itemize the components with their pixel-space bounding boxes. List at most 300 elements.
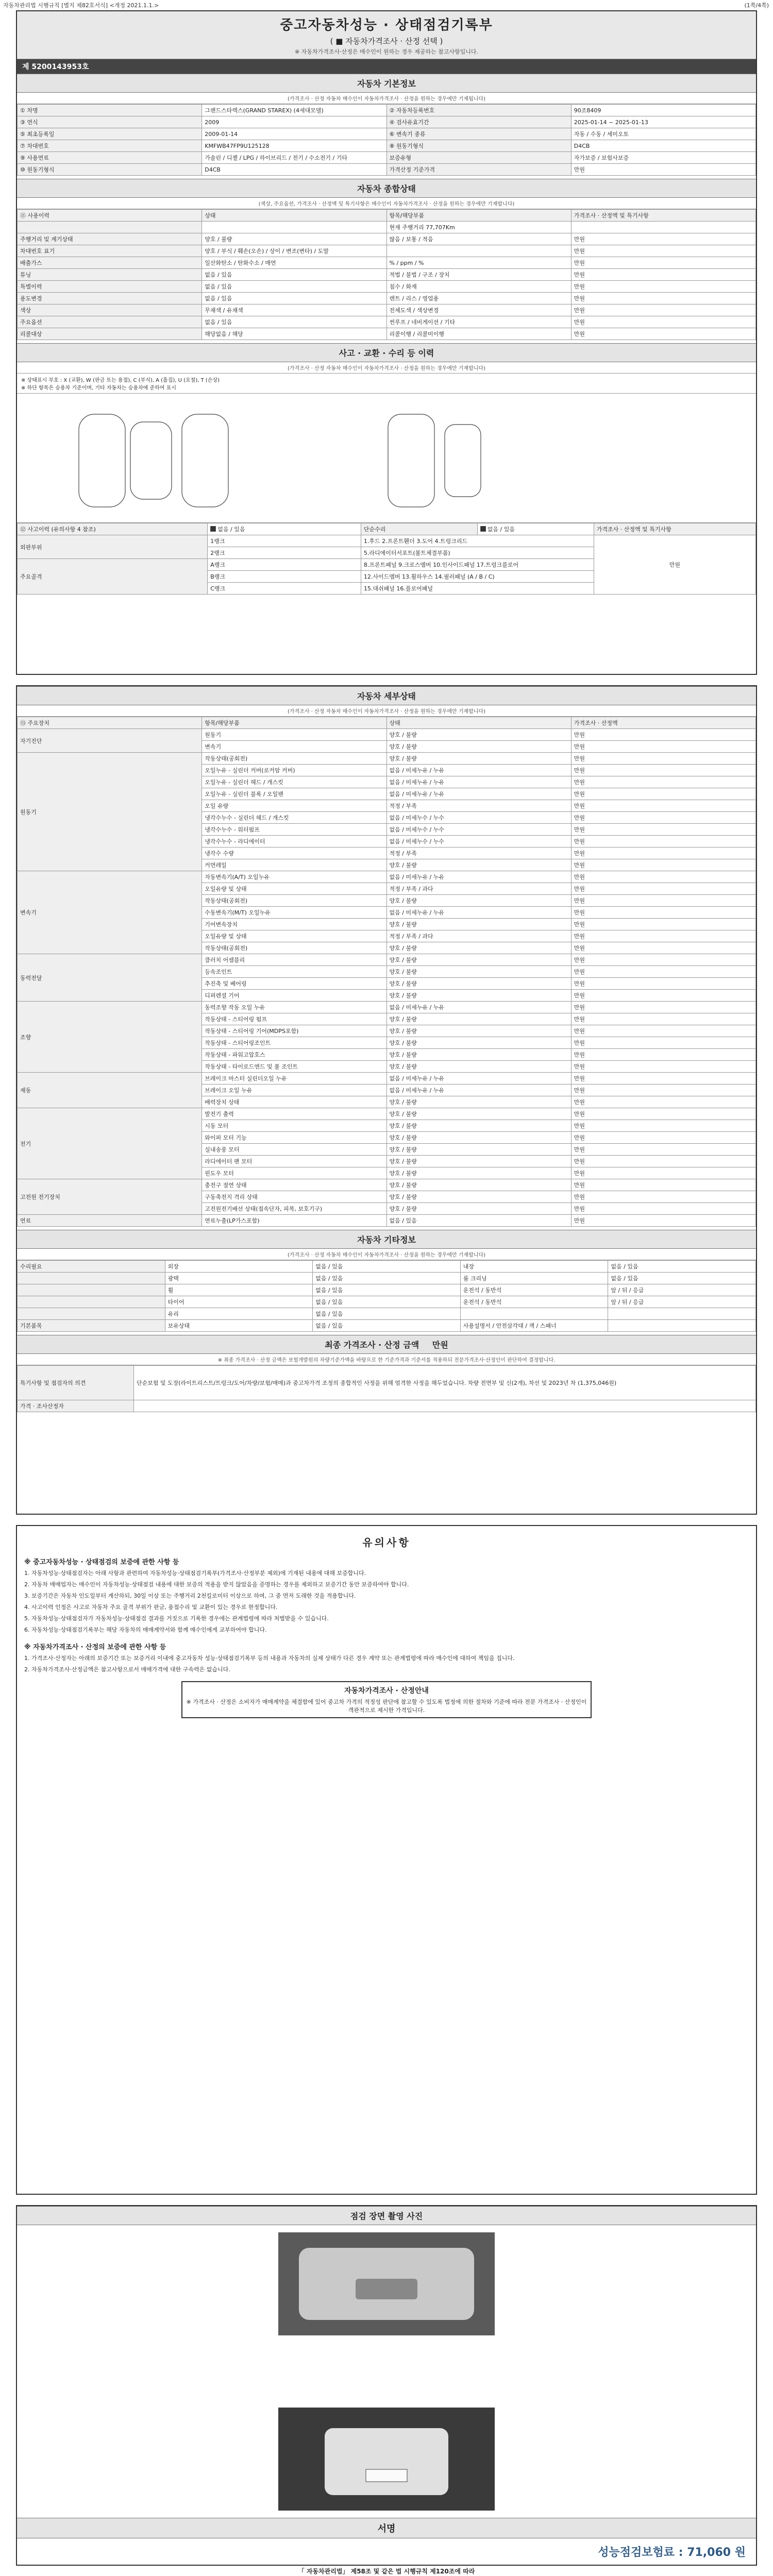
inspection-photo-1 [278,2232,495,2402]
page-2 [16,685,757,1515]
table-value-cell: KMFWB47FP9U125128 [202,140,386,152]
top-bar [0,0,773,8]
table-value-cell: 고전원전기배선 상태(접속단자, 피복, 보호기구) [202,1203,386,1215]
table-value-cell: 윈도우 모터 [202,1167,386,1179]
other-table [17,1260,756,1332]
other-row [18,1284,756,1296]
table-value-cell: 배력장치 상태 [202,1096,386,1108]
special-label: 특기사항 및 점검자의 의견 [18,1366,134,1400]
basic-info-row [18,152,756,164]
table-value-cell: 가솔린 / 디젤 / LPG / 하이브리드 / 전기 / 수소전기 / 기타 [202,152,386,164]
table-value-cell: 양호 / 불량 [202,233,386,245]
rank2-label: 2랭크 [208,547,361,559]
detail-row [18,954,756,966]
notice-paragraph: 2. 자동차가격조사·산정금액은 참고사항으로서 매매가격에 대한 구속력은 없습니다. [24,1666,230,1673]
detail-group-label: 동력전달 [18,954,202,1002]
table-value-cell: 만원 [571,1179,755,1191]
table-value-cell: 클러치 어셈블리 [202,954,386,966]
table-value-cell: 작동상태 - 스티어링 펌프 [202,1013,386,1025]
table-value-cell: 만원 [571,245,755,257]
summary-row [18,281,756,293]
table-value-cell: 적법 / 불법 / 구조 / 장치 [386,269,571,281]
table-value-cell: 양호 / 불량 [386,1120,571,1132]
table-value-cell: 리콜이행 / 리콜미이행 [386,328,571,340]
table-value-cell: 시동 모터 [202,1120,386,1132]
car-diagram [17,394,756,522]
table-value-cell: 없음 / 있음 [202,269,386,281]
table-value-cell [608,1320,756,1332]
table-value-cell: 발전기 출력 [202,1108,386,1120]
basic-info-row [18,116,756,128]
accident-heading: 사고 · 교환 · 수리 등 이력 [17,343,756,362]
table-value-cell: 양호 / 불량 [386,859,571,871]
table-value-cell: 라디에이터 팬 모터 [202,1156,386,1167]
summary-row [18,293,756,304]
table-value-cell: 양호 / 불량 [386,1049,571,1061]
notice-paragraph: 6. 자동차성능·상태점검기록부는 해당 자동차의 매매계약서와 함께 매수인에게 교부하여야 합니다. [24,1626,267,1633]
other-note: (가격조사 · 산정 자동차 매수인이 자동차가격조사 · 산정을 원하는 경우에만 기재합니다) [17,1249,756,1260]
table-value-cell: 일산화탄소 / 탄화수소 / 매연 [202,257,386,269]
detail-row [18,1002,756,1013]
other-row [18,1261,756,1273]
table-value-cell: 양호 / 불량 [386,1167,571,1179]
insurance-fee-value: 71,060 원 [687,2546,746,2559]
table-value-cell: 브레이크 마스터 실린더오일 누유 [202,1073,386,1084]
table-value-cell: 만원 [571,871,755,883]
table-value-cell: 만원 [571,1037,755,1049]
table-value-cell: 없음 / 있음 [313,1261,461,1273]
accident-history-label: ⑫ 사고이력 (유의사항 4 참조) [18,523,208,535]
table-label-cell [18,1273,165,1284]
rankB-label: B랭크 [208,571,361,583]
basic-info-row [18,164,756,176]
table-value-cell: 만원 [571,1013,755,1025]
rankC-label: C랭크 [208,583,361,595]
table-value-cell: 자가보증 / 보험사보증 [571,152,755,164]
table-label-cell: 항목/해당부품 [202,717,386,729]
notice-paragraph: 1. 가격조사·산정자는 아래의 보증기간 또는 보증거리 이내에 중고자동차 성능·상태점검기록부 등의 내용과 자동차의 실제 상태가 다른 경우 계약 또는 관계법령에 따라 매수인에 대하여 책임을 집니다. [24,1655,515,1662]
detail-row [18,729,756,741]
table-value-cell: 작동상태(공회전) [202,895,386,907]
table-value-cell: 광택 [165,1273,313,1284]
table-value-cell: 양호 / 불량 [386,1025,571,1037]
summary-row [18,269,756,281]
detail-group-label: 자기진단 [18,729,202,753]
rank1-items: 1.후드 2.프론트휀더 3.도어 4.트렁크리드 [361,535,594,547]
table-value-cell: 커먼레일 [202,859,386,871]
table-value-cell: 없음 / 있음 [313,1284,461,1296]
table-value-cell: 디퍼렌셜 기어 [202,990,386,1002]
table-label-cell: 튜닝 [18,269,202,281]
table-value-cell: 없음 / 미세누유 / 누유 [386,1084,571,1096]
table-value-cell: 냉각수누수 - 실린더 헤드 / 개스킷 [202,812,386,824]
table-value-cell: 만원 [571,729,755,741]
table-value-cell: 보유상태 [165,1320,313,1332]
mileage-row [18,222,756,233]
table-value-cell: 변속기 [202,741,386,753]
table-value-cell: 룸 크리닝 [460,1273,608,1284]
summary-heading: 자동차 종합상태 [17,179,756,198]
table-value-cell: 양호 / 불량 [386,1179,571,1191]
table-value-cell: 오일유량 및 상태 [202,930,386,942]
notice-heading-2: ※ 자동차가격조사 · 산정의 보증에 관한 사항 등 [24,1643,166,1651]
car-frame-view [388,414,434,507]
table-label-cell: 특별이력 [18,281,202,293]
notice-section [17,1526,756,1728]
table-label-cell: 항목/해당부품 [386,210,571,222]
table-value-cell: 만원 [571,942,755,954]
other-row [18,1320,756,1332]
table-value-cell: 만원 [571,1084,755,1096]
table-value-cell: 만원 [571,836,755,848]
table-value-cell: 전체도색 / 색상변경 [386,304,571,316]
simple-repair-text: 없음 / 있음 [487,526,515,533]
table-value-cell: 양호 / 불량 [386,978,571,990]
table-value-cell: 만원 [571,788,755,800]
notice-title: 유의사항 [362,1536,411,1549]
summary-row [18,233,756,245]
table-value-cell: 만원 [571,930,755,942]
table-value-cell: 외장 [165,1261,313,1273]
summary-note: (색상, 주요옵션, 가격조사 · 산정액 및 특기사항은 매수인이 자동차가격조사 · 산정을 원하는 경우에만 기재합니다) [17,198,756,209]
table-value-cell: 양호 / 불량 [386,1108,571,1120]
table-value-cell: 양호 / 불량 [386,1061,571,1073]
simple-repair-value [477,523,594,535]
table-value-cell: 브레이크 오일 누유 [202,1084,386,1096]
detail-group-label: 전기 [18,1108,202,1179]
table-value-cell: 적정 / 부족 [386,848,571,859]
detail-group-label: 연료 [18,1215,202,1227]
table-label-cell: ⑤ 최초등록일 [18,128,202,140]
table-value-cell: 타이어 [165,1296,313,1308]
table-value-cell: 유리 [165,1308,313,1320]
detail-group-label: 원동기 [18,753,202,871]
table-label-cell: 가격산정 기준가격 [386,164,571,176]
table-value-cell: 오일누유 - 실린더 헤드 / 개스킷 [202,776,386,788]
insurance-fee [17,2538,756,2565]
rankA-items: 8.프론트패널 9.크로스멤버 10.인사이드패널 17.트렁크플로어 [361,559,594,571]
table-label-cell [18,1296,165,1308]
table-value-cell: 충전구 절연 상태 [202,1179,386,1191]
photo-1-image [278,2232,495,2335]
price-guide-box [181,1681,592,1718]
table-value-cell: 양호 / 불량 [386,1037,571,1049]
table-value-cell: 양호 / 불량 [386,1203,571,1215]
document-number-bar [17,59,756,74]
table-value-cell: 만원 [571,800,755,812]
detail-row [18,1179,756,1191]
table-label-cell: ③ 연식 [18,116,202,128]
table-value-cell: 만원 [571,824,755,836]
rank1-label: 1랭크 [208,535,361,547]
basic-info-heading: 자동차 기본정보 [17,74,756,93]
table-value-cell: 만원 [571,753,755,765]
table-value-cell: 만원 [571,257,755,269]
price-guide-title: 자동차가격조사 · 산정안내 [344,1687,429,1695]
table-value-cell: 양호 / 불량 [386,1144,571,1156]
final-title: 최종 가격조사 · 산정 금액 [325,1340,419,1350]
table-value-cell: 양호 / 불량 [386,753,571,765]
summary-row [18,328,756,340]
accident-note: (가격조사 · 산정 자동차 매수인이 자동차가격조사 · 산정을 원하는 경우에만 기재합니다) [17,362,756,374]
summary-row [18,257,756,269]
table-value-cell: 앞 / 뒤 / 응급 [608,1284,756,1296]
table-value-cell: 그랜드스타렉스(GRAND STAREX) (4세대모델) [202,105,386,116]
table-value-cell: 양호 / 불량 [386,1096,571,1108]
table-value-cell: 수동변속기(M/T) 오일누유 [202,907,386,919]
price-guide-text: ※ 가격조사 · 산정은 소비자가 매매계약을 체결함에 있어 중고차 가격의 적정성 판단에 참고할 수 있도록 법정에 의한 절차와 기준에 따라 전문 가격조사 · 산정인이 객관적으로 제시한 가격입니다. [186,1699,587,1714]
notice-list-2 [24,1654,749,1674]
table-label-cell: ⑨ 사용연료 [18,152,202,164]
table-value-cell: D4CB [202,164,386,176]
table-value-cell: % / ppm / % [386,257,571,269]
table-value-cell: 만원 [571,1073,755,1084]
table-value-cell: 없음 / 미세누유 / 누유 [386,776,571,788]
table-value-cell: 없음 / 미세누유 / 누유 [386,765,571,776]
summary-row [18,304,756,316]
table-value-cell: 없음 / 있음 [202,293,386,304]
table-value-cell: 양호 / 불량 [386,729,571,741]
table-value-cell: 적정 / 부족 [386,800,571,812]
table-value-cell: 만원 [571,1132,755,1144]
notice-paragraph: 3. 보증기간은 자동차 인도일부터 계산하되, 30일 이상 또는 주행거리 2천킬로미터 이상으로 하며, 그 중 먼저 도래한 것을 적용합니다. [24,1592,356,1599]
table-label-cell: 주행거리 및 계기상태 [18,233,202,245]
table-value-cell: 적정 / 부족 / 과다 [386,883,571,895]
accident-history-text: 없음 / 있음 [217,526,245,533]
photo-area [17,2225,756,2518]
table-value-cell: 양호 / 불량 [386,954,571,966]
doc-number-label: 제 [22,63,29,71]
table-value-cell [386,245,571,257]
table-value-cell: 만원 [571,1108,755,1120]
document-title: 중고자동차성능 · 상태점검기록부 [280,18,493,33]
table-label-cell: ② 자동차등록번호 [386,105,571,116]
basic-info-row [18,105,756,116]
car-top-view-right [182,414,228,507]
detail-table [17,717,756,1227]
detail-row [18,1215,756,1227]
table-value-cell: 오일누유 - 실린더 커버(로커암 커버) [202,765,386,776]
insurance-fee-label: 성능점검보험료 : [598,2546,683,2559]
accident-table [17,523,756,595]
table-value-cell: 작동상태 - 타이로드엔드 및 볼 조인트 [202,1061,386,1073]
rankC-items: 15.대쉬패널 16.플로어패널 [361,583,594,595]
law-line-1: 「 자동차관리법」 제58조 및 같은 법 시행규칙 제120조에 따라 [298,2568,475,2575]
table-value-cell: 만원 [571,1025,755,1037]
table-value-cell: 만원 [571,990,755,1002]
table-label-cell: 상태 [386,717,571,729]
signer-value [133,1400,755,1412]
table-value-cell [202,222,386,233]
table-value-cell: 2025-01-14 ~ 2025-01-13 [571,116,755,128]
table-value-cell: 없음 / 미세누유 / 누유 [386,871,571,883]
table-label-cell: ④ 검사유효기간 [386,116,571,128]
detail-row [18,753,756,765]
basic-info-table [17,104,756,176]
table-value-cell: 만원 [571,765,755,776]
table-value-cell: 만원 [571,741,755,753]
table-value-cell: 오일누유 - 실린더 블록 / 오일팬 [202,788,386,800]
accident-price-label: 가격조사 · 산정액 및 특기사항 [594,523,755,535]
other-heading: 자동차 기타정보 [17,1230,756,1249]
table-value-cell: 만원 [571,1156,755,1167]
detail-row [18,871,756,883]
sign-heading: 서명 [17,2518,756,2538]
table-value-cell: 운전석 / 동반석 [460,1284,608,1296]
table-label-cell [18,1284,165,1296]
detail-heading: 자동차 세부상태 [17,686,756,705]
table-value-cell: 기어변속장치 [202,919,386,930]
table-value-cell: 양호 / 불량 [386,1132,571,1144]
table-value-cell: 만원 [571,812,755,824]
table-value-cell: 만원 [571,233,755,245]
document-note: ※ 자동차가격조사·산정은 매수인이 원하는 경우 제공하는 참고사항입니다. [295,48,478,55]
table-value-cell: 동력조향 작동 오일 누유 [202,1002,386,1013]
table-value-cell: 앞 / 뒤 / 응급 [608,1296,756,1308]
table-value-cell: 많음 / 보통 / 적음 [386,233,571,245]
table-value-cell: 2009-01-14 [202,128,386,140]
table-value-cell: 양호 / 불량 [386,966,571,978]
car-diagram-area [17,393,756,523]
table-value-cell: 작동상태 - 스티어링조인트 [202,1037,386,1049]
table-value-cell: 만원 [571,1144,755,1156]
table-label-cell: 가격조사 · 산정액 [571,717,755,729]
summary-row [18,316,756,328]
table-label-cell: 색상 [18,304,202,316]
table-label-cell: 기본품목 [18,1320,165,1332]
table-label-cell: 주요옵션 [18,316,202,328]
detail-group-label: 제동 [18,1073,202,1108]
final-heading [17,1335,756,1354]
table-value-cell: 양호 / 불량 [386,942,571,954]
detail-group-label: 조향 [18,1002,202,1073]
table-value-cell: 없음 / 미세누유 / 누유 [386,788,571,800]
table-value-cell: 없음 / 미세누유 / 누유 [386,907,571,919]
detail-row [18,1108,756,1120]
table-value-cell: 없음 / 있음 [313,1320,461,1332]
table-value-cell: 없음 / 있음 [313,1308,461,1320]
table-label-cell: ⑦ 차대번호 [18,140,202,152]
table-value-cell: 없음 / 있음 [202,316,386,328]
outer-panel-label: 외판부위 [18,535,208,559]
table-value-cell: 렌트 / 리스 / 영업용 [386,293,571,304]
table-label-cell: 가격조사 · 산정액 및 특기사항 [571,210,755,222]
table-value-cell: 만원 [571,1061,755,1073]
table-label-cell: ⑥ 변속기 종류 [386,128,571,140]
table-value-cell: 만원 [571,269,755,281]
table-value-cell: 양호 / 불량 [386,741,571,753]
table-value-cell: 만원 [571,328,755,340]
page-4 [16,2205,757,2575]
table-value-cell: 없음 / 미세누유 / 누유 [386,1002,571,1013]
table-value-cell: 만원 [571,1096,755,1108]
table-value-cell: 썬루프 / 네비게이션 / 기타 [386,316,571,328]
table-label-cell: ① 차명 [18,105,202,116]
table-label-cell: 배출가스 [18,257,202,269]
table-label-cell [18,1308,165,1320]
table-value-cell: 만원 [571,907,755,919]
special-table [17,1365,756,1412]
page-3 [16,1525,757,2195]
table-value-cell: 만원 [571,304,755,316]
table-value-cell: 만원 [571,1049,755,1061]
form-reference: 자동차관리법 시행규칙 [별지 제82호서식] <개정 2021.1.1.> [3,2,159,9]
table-value-cell: 만원 [571,776,755,788]
summary-row [18,245,756,257]
table-value-cell: 만원 [571,859,755,871]
table-value-cell: 냉각수누수 - 워터펌프 [202,824,386,836]
table-value-cell: 적정 / 부족 / 과다 [386,930,571,942]
table-value-cell: 만원 [571,281,755,293]
simple-repair-label: 단순수리 [361,523,477,535]
table-label-cell: 리콜대상 [18,328,202,340]
other-row [18,1296,756,1308]
table-label-cell: ⑪ 사용이력 [18,210,202,222]
table-value-cell: 구동축전지 격리 상태 [202,1191,386,1203]
table-label-cell: ⑩ 원동기형식 [18,164,202,176]
other-row [18,1308,756,1320]
table-label-cell [18,222,202,233]
table-value-cell: 연료누출(LP가스포함) [202,1215,386,1227]
summary-table [17,209,756,340]
table-value-cell: 양호 / 불량 [386,1156,571,1167]
basic-info-row [18,140,756,152]
document-subtitle: ( ■ 자동차가격조사 · 산정 선택 ) [330,37,443,46]
basic-info-row [18,128,756,140]
table-value-cell: 만원 [571,919,755,930]
table-value-cell: 양호 / 불량 [386,1013,571,1025]
table-value-cell: 등속조인트 [202,966,386,978]
inspection-photo-2 [278,2408,495,2511]
table-value-cell: 만원 [571,293,755,304]
signer-label: 가격 · 조사산정자 [18,1400,134,1412]
table-label-cell: 상태 [202,210,386,222]
table-value-cell: 양호 / 불량 [386,895,571,907]
final-note: ※ 최종 가격조사 · 산정 금액은 보험개발원의 차량기준가액을 바탕으로 한 기준가격과 기준서를 적용하되 전문가격조사·산정인이 판단하여 결정합니다. [17,1354,756,1365]
table-label-cell: 보증유형 [386,152,571,164]
table-value-cell: 없음 / 있음 [313,1273,461,1284]
table-value-cell: 만원 [571,1120,755,1132]
table-value-cell: 냉각수 수량 [202,848,386,859]
special-text: 단순보험 및 도장(라이트리스트/트렁크/도어/차량/보험/매매)과 중고차가격 조정의 종합적인 사정을 위해 엄격한 사정을 해두었습니다. 차량 전면부 및 신(2개), 차선 및 2023년 차 (1,375,046원) [133,1366,755,1400]
table-value-cell: 사용설명서 / 안전삼각대 / 잭 / 스패너 [460,1320,608,1332]
mileage-value: 현재 주행거리 77,707Km [386,222,571,233]
table-value-cell: 휠 [165,1284,313,1296]
table-value-cell: 없음 / 있음 [386,1215,571,1227]
table-value-cell: 만원 [571,883,755,895]
table-value-cell: 양호 / 부식 / 훼손(오손) / 상이 / 변조(변타) / 도말 [202,245,386,257]
table-value-cell: 없음 / 미세누수 / 누수 [386,812,571,824]
detail-group-label: 고전원 전기장치 [18,1179,202,1215]
document-header [17,11,756,59]
table-value-cell: D4CB [571,140,755,152]
table-value-cell: 작동상태(공회전) [202,753,386,765]
notice-heading-1: ※ 중고자동차성능 · 상태점검의 보증에 관한 사항 등 [24,1558,179,1566]
car-top-view-left [79,414,125,507]
table-value-cell: 없음 / 있음 [608,1273,756,1284]
table-value-cell: 추진축 및 베어링 [202,978,386,990]
table-value-cell [608,1308,756,1320]
table-value-cell: 양호 / 불량 [386,919,571,930]
table-value-cell: 자동 / 수동 / 세미오토 [571,128,755,140]
table-value-cell: 양호 / 불량 [386,1191,571,1203]
table-value-cell: 없음 / 있음 [202,281,386,293]
rankB-items: 12.사이드멤버 13.휠하우스 14.필러패널 (A / B / C) [361,571,594,583]
final-amount-unit: 만원 [432,1340,448,1350]
legend-line-2: ※ 하단 항목은 승용차 기준이며, 기타 자동차는 승용차에 준하여 표시 [21,385,176,391]
table-value-cell: 무채색 / 유채색 [202,304,386,316]
rankA-label: A랭크 [208,559,361,571]
